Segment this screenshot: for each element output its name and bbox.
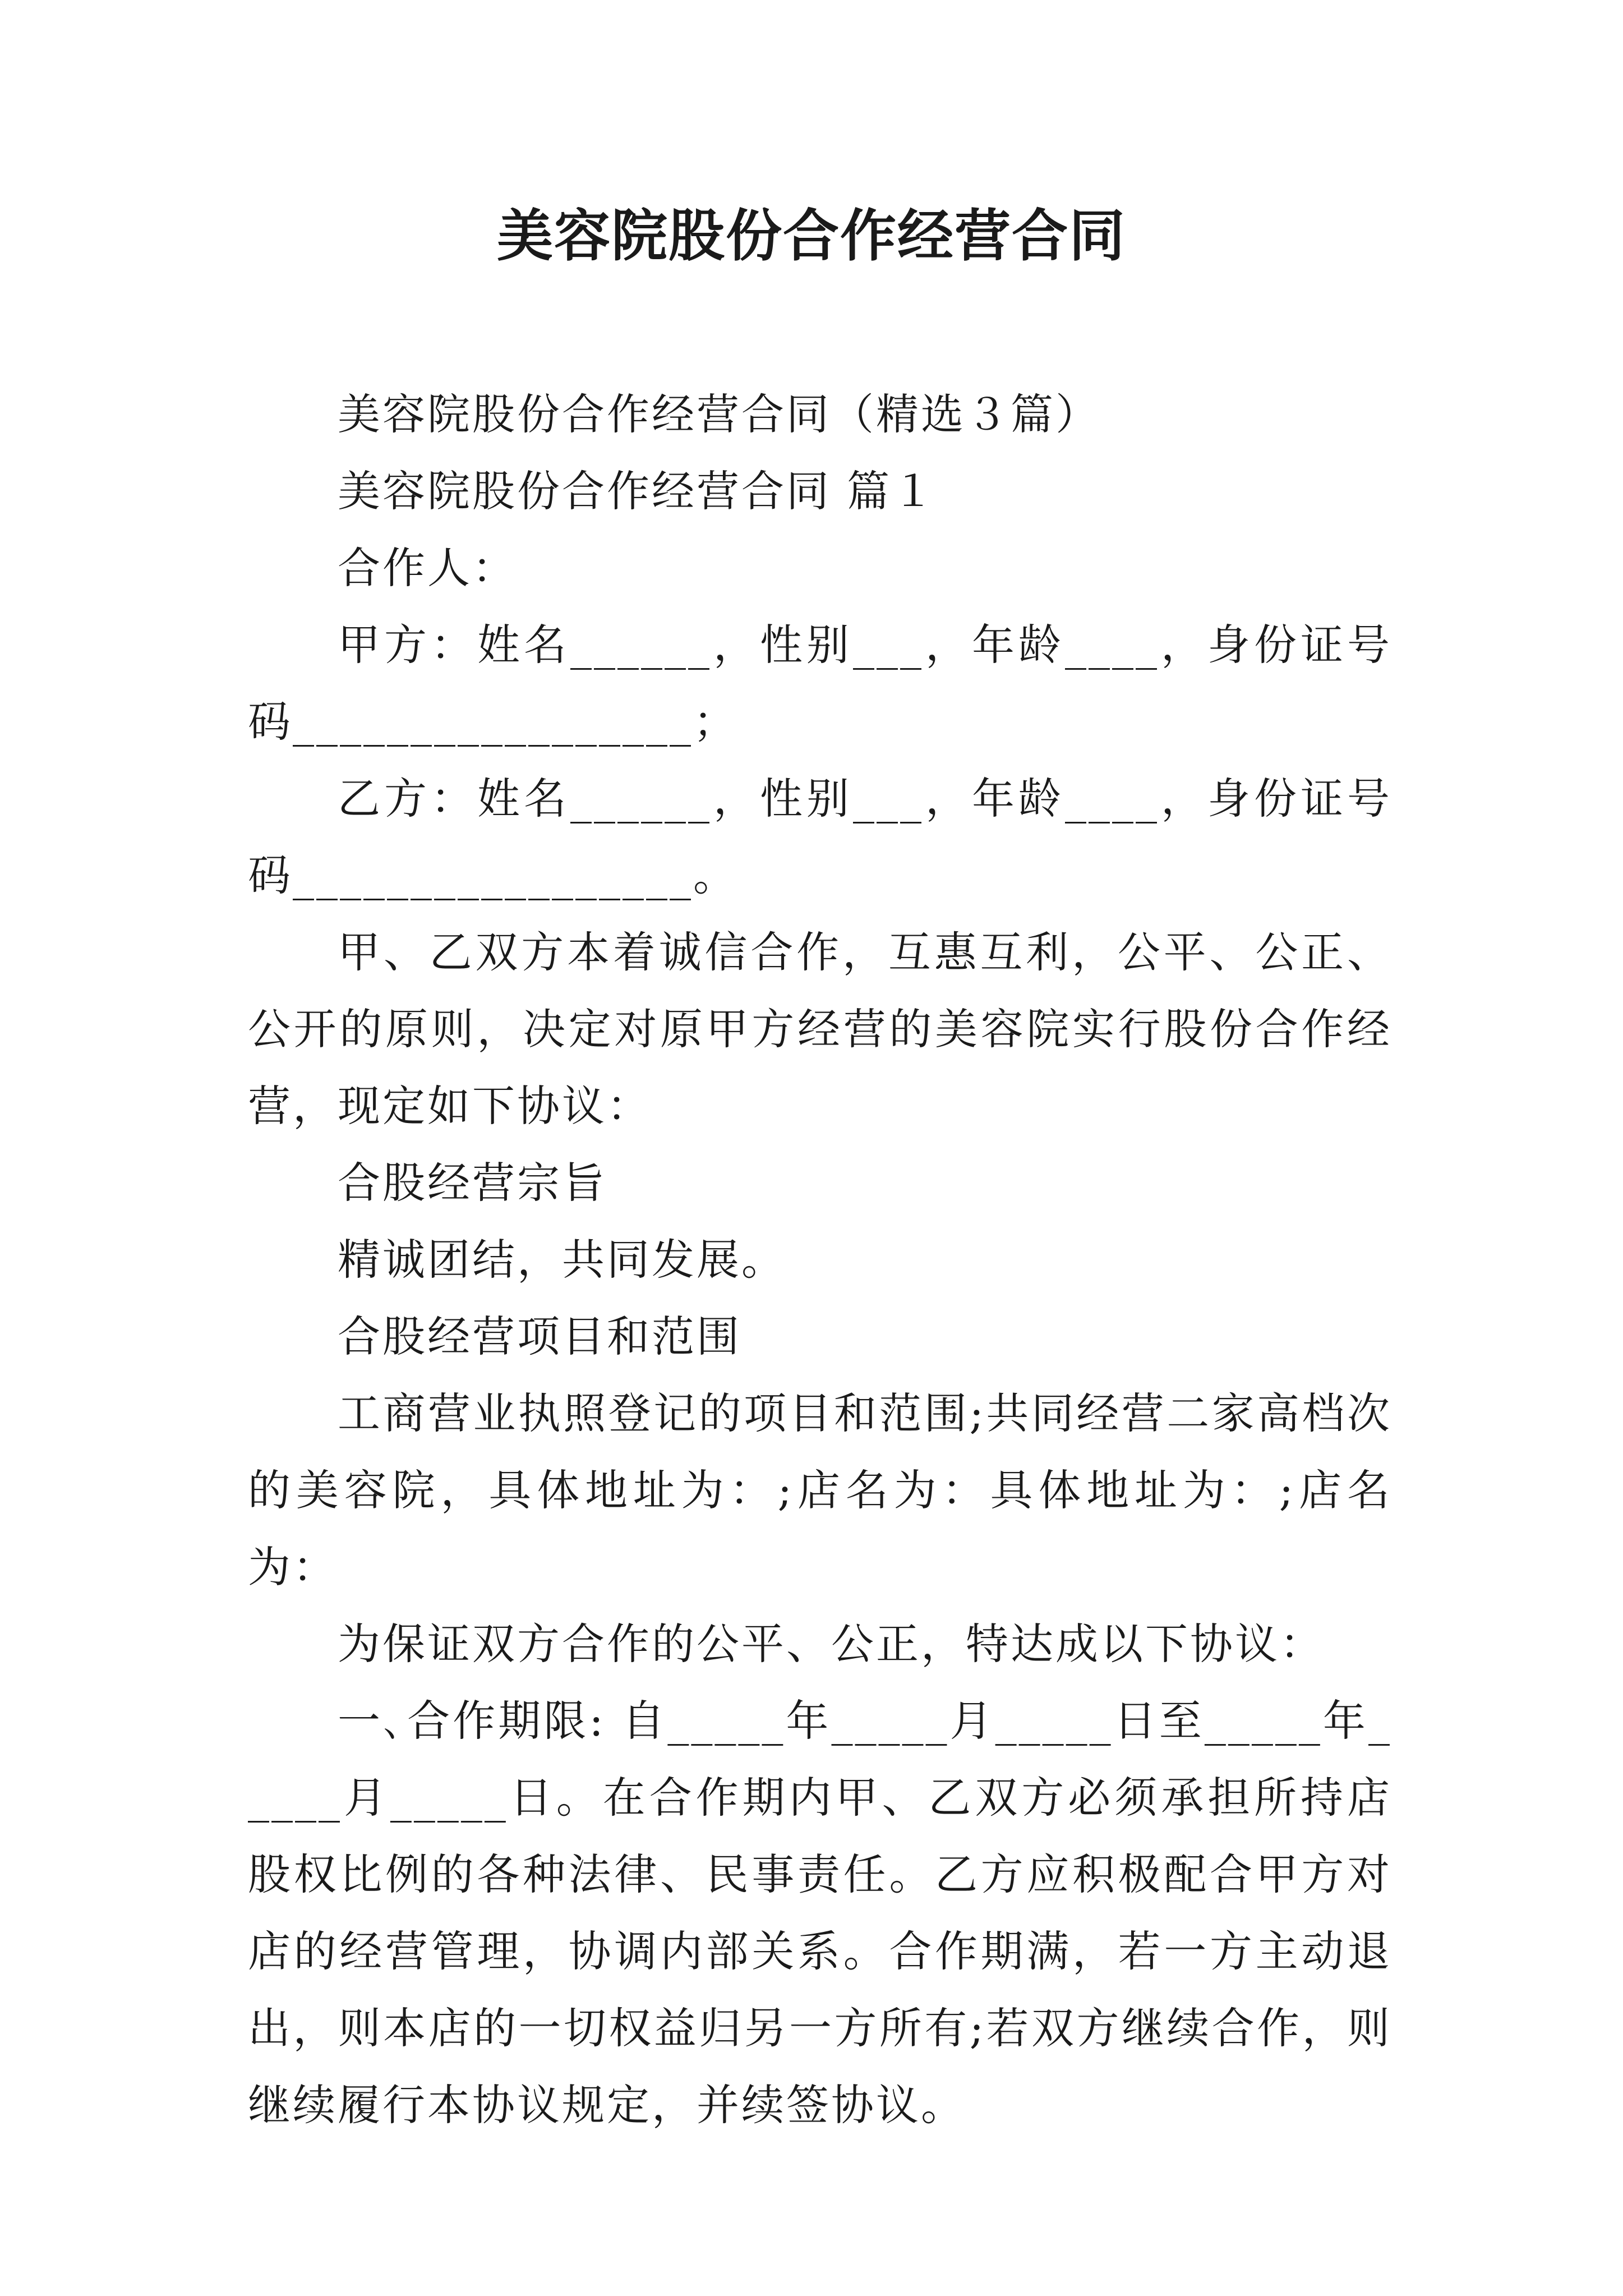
paragraph-party-b: 乙方：姓名______，性别___，年龄____，身份证号码_________________。 — [248, 774, 1392, 900]
paragraph-agreement-intro: 为保证双方合作的公平、公正，特达成以下协议： — [338, 1619, 1325, 1669]
document-title: 美容院股份合作经营合同 — [497, 203, 1126, 269]
paragraph-scope-heading: 合股经营项目和范围 — [338, 1312, 741, 1361]
paragraph-collection-title: 美容院股份合作经营合同（精选３篇） — [338, 389, 1100, 439]
paragraph-partners-label: 合作人： — [338, 543, 517, 593]
paragraph-party-a: 甲方：姓名______，性别___，年龄____，身份证号码_________________； — [248, 620, 1392, 747]
paragraph-clause-term: 一､合作期限: 自_____年_____月_____日至_____年_____月_____日。在合作期内甲、乙双方必须承担所持店股权比例的各种法律、民事责任。乙方应积极配合甲方对店的经营管理，协调内部关系。合作期满，若一方主动退出，则本店的一切权益归另一方所有;若双方继续合作，则继续履行本协议规定，并续签协议。 — [248, 1696, 1392, 2130]
paragraph-purpose-heading: 合股经营宗旨 — [338, 1158, 607, 1208]
document-body — [248, 376, 1392, 2143]
paragraph-preamble: 甲、乙双方本着诚信合作，互惠互利，公平、公正、公开的原则，决定对原甲方经营的美容院实行股份合作经营，现定如下协议： — [248, 927, 1392, 1131]
paragraph-purpose-text: 精诚团结，共同发展。 — [338, 1235, 786, 1285]
paragraph-scope-text: 工商营业执照登记的项目和范围;共同经营二家高档次的美容院，具体地址为：;店名为：具体地址为：;店名为： — [248, 1388, 1392, 1592]
paragraph-article-heading: 美容院股份合作经营合同 篇１ — [338, 466, 937, 516]
